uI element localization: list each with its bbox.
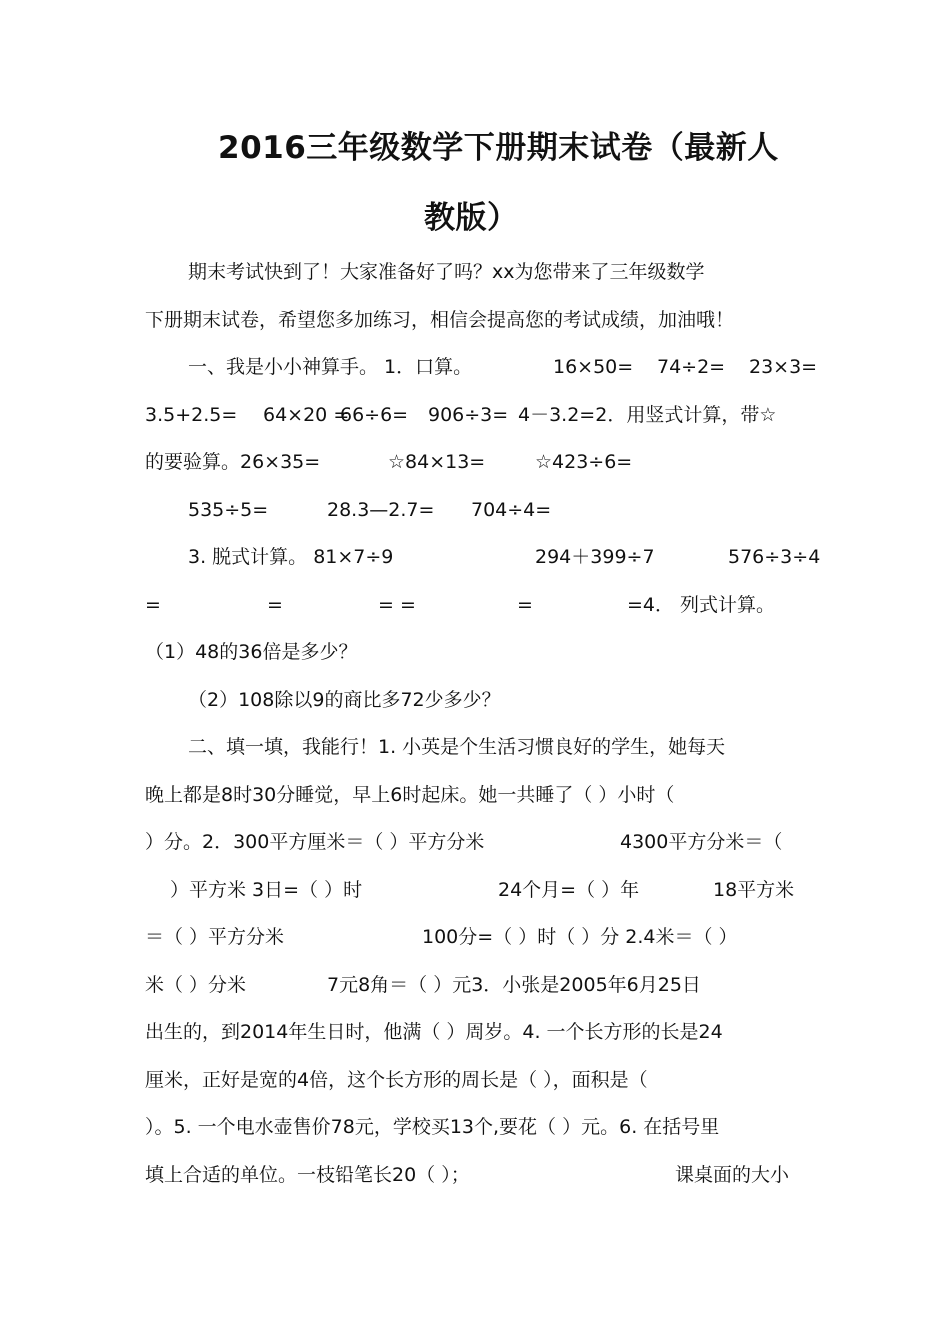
text-segment: 100分=（ ）时（ ）分 2.4米＝（ ）: [422, 926, 738, 948]
text-segment: 一、我是小小神算手。 1．口算。: [188, 356, 473, 378]
text-line: [0, 447, 950, 477]
text-segment: =: [517, 594, 533, 616]
text-segment: =4． 列式计算。: [627, 594, 776, 616]
text-segment: 期末考试快到了！大家准备好了吗？xx为您带来了三年级数学: [188, 261, 705, 283]
text-line: [0, 542, 950, 572]
text-segment: 704÷4=: [471, 499, 552, 521]
text-segment: 二、填一填，我能行！1. 小英是个生活习惯良好的学生，她每天: [188, 736, 726, 758]
text-segment: 4－3.2=2．用竖式计算，带☆: [518, 404, 777, 426]
text-segment: 晚上都是8时30分睡觉，早上6时起床。她一共睡了（ ）小时（: [145, 784, 675, 806]
text-line: [0, 780, 950, 810]
text-segment: = =: [378, 594, 416, 616]
text-line: [0, 590, 950, 620]
text-segment: 厘米，正好是宽的4倍，这个长方形的周长是（ ），面积是（: [145, 1069, 648, 1091]
document-title-line-1: 2016三年级数学下册期末试卷（最新人: [218, 130, 779, 166]
text-line: [0, 1160, 950, 1190]
text-segment: 576÷3÷4: [728, 546, 821, 568]
text-segment: 535÷5=: [188, 499, 269, 521]
text-segment: ＝（ ）平方分米: [145, 926, 285, 948]
text-segment: 的要验算。26×35=: [145, 451, 321, 473]
text-line: [0, 1017, 950, 1047]
text-line: [0, 732, 950, 762]
text-segment: 66÷6=: [340, 404, 409, 426]
text-segment: 4300平方分米＝（: [620, 831, 783, 853]
text-line: [0, 1112, 950, 1142]
text-line: [0, 305, 950, 335]
text-line: [0, 352, 950, 382]
document-title-line-2: 教版）: [424, 200, 519, 236]
text-segment: 28.3—2.7=: [327, 499, 435, 521]
text-segment: 24个月=（ ）年: [498, 879, 640, 901]
text-line: [0, 637, 950, 667]
text-segment: ☆84×13=: [388, 451, 486, 473]
text-segment: 课桌面的大小: [675, 1164, 790, 1186]
text-segment: 23×3=: [749, 356, 818, 378]
text-line: [0, 257, 950, 287]
text-line: [0, 400, 950, 430]
text-segment: 16×50=: [553, 356, 634, 378]
text-line: [0, 875, 950, 905]
text-line: [0, 970, 950, 1000]
text-segment: 出生的，到2014年生日时，他满（ ）周岁。4. 一个长方形的长是24: [145, 1021, 723, 1043]
text-segment: =: [145, 594, 161, 616]
text-segment: 3. 脱式计算。 81×7÷9: [188, 546, 394, 568]
text-segment: 64×20 =: [263, 404, 350, 426]
text-segment: 下册期末试卷，希望您多加练习，相信会提高您的考试成绩，加油哦！: [145, 309, 735, 331]
text-segment: 294＋399÷7: [535, 546, 655, 568]
text-line: [0, 922, 950, 952]
text-segment: ☆423÷6=: [535, 451, 633, 473]
text-segment: 填上合适的单位。一枝铅笔长20（ ）；: [145, 1164, 470, 1186]
text-line: [0, 685, 950, 715]
text-line: [0, 827, 950, 857]
text-segment: ）分。2．300平方厘米＝（ ）平方分米: [145, 831, 485, 853]
text-segment: =: [267, 594, 283, 616]
text-segment: ）平方米 3日=（ ）时: [170, 879, 363, 901]
text-segment: 3.5+2.5=: [145, 404, 238, 426]
text-segment: 18平方米: [713, 879, 795, 901]
text-segment: ）。5. 一个电水壶售价78元，学校买13个,要花（ ）元。6. 在括号里: [145, 1116, 720, 1138]
text-line: [0, 495, 950, 525]
text-segment: 米（ ）分米: [145, 974, 247, 996]
text-segment: 7元8角＝（ ）元3．小张是2005年6月25日: [327, 974, 701, 996]
text-segment: （1）48的36倍是多少？: [145, 641, 358, 663]
text-segment: 74÷2=: [657, 356, 726, 378]
text-segment: 906÷3=: [428, 404, 509, 426]
text-line: [0, 1065, 950, 1095]
text-segment: （2）108除以9的商比多72少多少？: [188, 689, 501, 711]
